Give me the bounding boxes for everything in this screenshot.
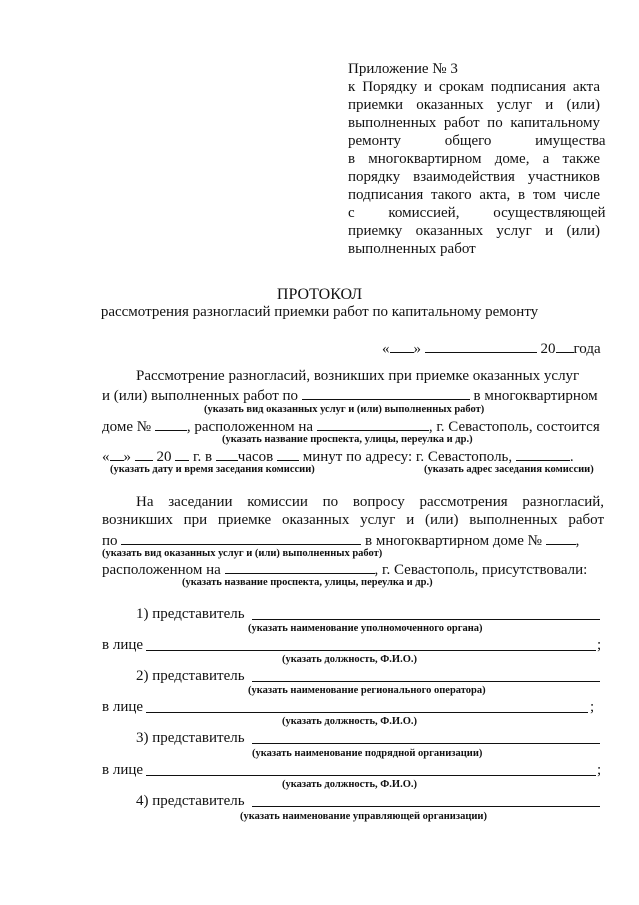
appendix-line: приемки оказанных услуг и (или) (348, 97, 600, 113)
rep1-label: 1) представитель (136, 606, 245, 622)
protocol-title: ПРОТОКОЛ (276, 286, 363, 303)
hint-work-type: (указать вид оказанных услуг и (или) выполненных работ) (204, 404, 485, 415)
rep2-end: ; (590, 699, 595, 715)
rep1-end: ; (597, 637, 602, 653)
rep1-face-hint: (указать должность, Ф.И.О.) (282, 654, 417, 665)
appendix-line: в многоквартирном доме, а также (348, 151, 600, 167)
street-field-2 (225, 559, 375, 574)
para2-line1: На заседании комиссии по вопросу рассмотрения разногласий, (136, 494, 604, 510)
appendix-line: с комиссией, осуществляющей (348, 205, 606, 221)
rep1-face-field (146, 650, 596, 651)
rep3-hint: (указать наименование подрядной организации) (252, 748, 483, 759)
hint-street-2: (указать название проспекта, улицы, переулка и др.) (182, 577, 433, 588)
para1-line3: доме № , расположенном на , г. Севастополь, состоится (102, 416, 600, 436)
appendix-line: выполненных работ по капитальному (348, 115, 600, 131)
meeting-minute-field (277, 446, 299, 461)
para1-line4: « » 20 г. в часов минут по адресу: г. Севастополь, . (102, 446, 574, 466)
hint-meeting-datetime: (указать дату и время заседания комиссии) (110, 464, 315, 475)
rep4-label: 4) представитель (136, 793, 245, 809)
hint-street: (указать название проспекта, улицы, переулка и др.) (222, 434, 473, 445)
rep4-org-field (252, 806, 600, 807)
appendix-line: выполненных работ (348, 241, 476, 257)
rep1-face-label: в лице (102, 637, 144, 653)
meeting-hour-field (216, 446, 238, 461)
date-year-field (556, 338, 574, 353)
house-number-field (155, 416, 187, 431)
protocol-date: « » 20 года (382, 338, 601, 358)
rep2-org-field (252, 681, 600, 682)
work-type-field (302, 385, 470, 400)
para1-line1: Рассмотрение разногласий, возникших при приемке оказанных услуг (136, 368, 580, 384)
appendix-line: ремонту общего имущества (348, 133, 606, 149)
para2-line2: возникших при приемке оказанных услуг и (или) выполненных работ (102, 512, 604, 528)
hint-work-type-2: (указать вид оказанных услуг и (или) выполненных работ) (102, 548, 383, 559)
rep2-hint: (указать наименование регионального оператора) (248, 685, 486, 696)
rep3-label: 3) представитель (136, 730, 245, 746)
work-type-field-2 (121, 530, 361, 545)
rep4-hint: (указать наименование управляющей организации) (240, 811, 487, 822)
rep1-org-field (252, 619, 600, 620)
date-month-field (425, 338, 537, 353)
para2-line3: по в многоквартирном доме № , (102, 530, 579, 550)
rep2-face-hint: (указать должность, Ф.И.О.) (282, 716, 417, 727)
hint-meeting-address: (указать адрес заседания комиссии) (424, 464, 594, 475)
rep2-face-label: в лице (102, 699, 144, 715)
house-number-field-2 (546, 530, 576, 545)
rep1-hint: (указать наименование уполномоченного органа) (248, 623, 483, 634)
meeting-year-field (175, 446, 189, 461)
rep3-face-label: в лице (102, 762, 144, 778)
para2-line4: расположенном на , г. Севастополь, присутствовали: (102, 559, 587, 579)
appendix-block (348, 60, 606, 258)
appendix-title: Приложение № 3 (348, 61, 458, 77)
rep3-end: ; (597, 762, 602, 778)
street-field (317, 416, 429, 431)
para1-line2: и (или) выполненных работ по в многоквартирном (102, 385, 598, 405)
protocol-subtitle: рассмотрения разногласий приемки работ по капитальному ремонту (100, 304, 539, 320)
appendix-line: к Порядку и срокам подписания акта (348, 79, 600, 95)
appendix-line: приемку оказанных услуг и (или) (348, 223, 600, 239)
rep2-face-field (146, 712, 588, 713)
rep3-org-field (252, 743, 600, 744)
appendix-line: порядку взаимодействия участников (348, 169, 600, 185)
meeting-address-field (516, 446, 570, 461)
rep3-face-field (146, 775, 596, 776)
rep2-label: 2) представитель (136, 668, 245, 684)
meeting-month-field (135, 446, 153, 461)
appendix-line: подписания такого акта, в том числе (348, 187, 600, 203)
rep3-face-hint: (указать должность, Ф.И.О.) (282, 779, 417, 790)
date-day-field (390, 338, 414, 353)
